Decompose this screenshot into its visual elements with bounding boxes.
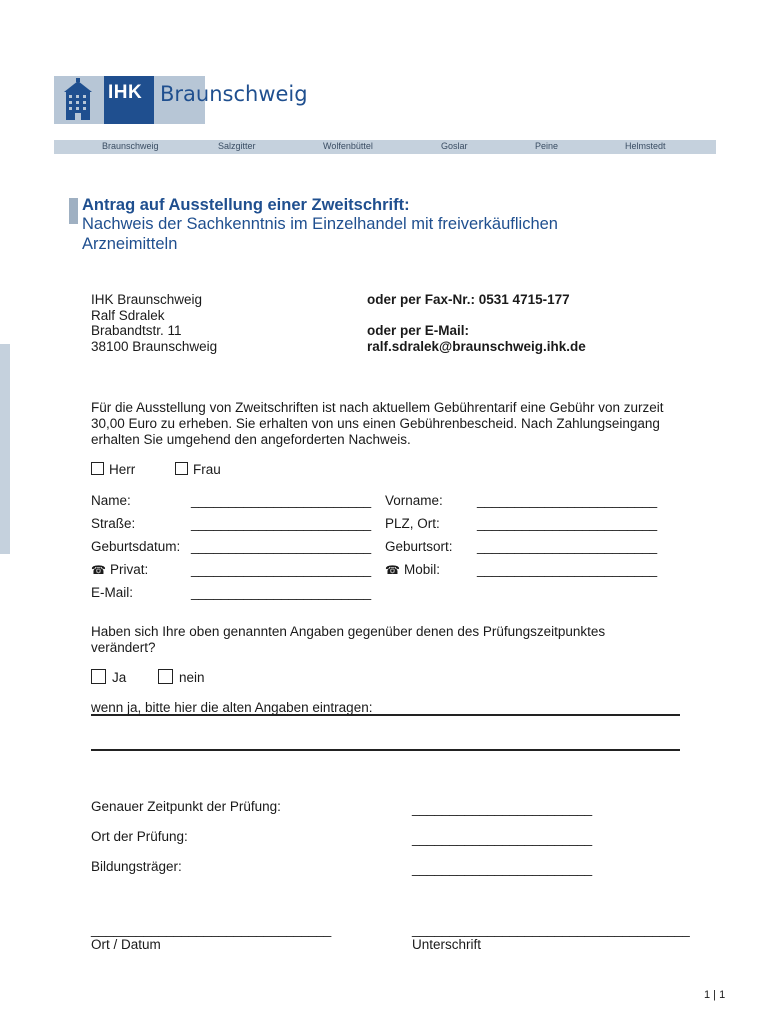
frau-label: Frau xyxy=(193,462,221,477)
salutation-frau[interactable] xyxy=(175,462,221,478)
plz-label: PLZ, Ort: xyxy=(385,516,440,531)
nein-label: nein xyxy=(179,670,205,685)
email-contact[interactable]: ralf.sdralek@braunschweig.ihk.de xyxy=(367,339,586,354)
ja-label: Ja xyxy=(112,670,127,685)
building-icon xyxy=(58,78,98,122)
herr-label: Herr xyxy=(109,462,136,477)
email-contact-label: oder per E-Mail: xyxy=(367,323,470,338)
old-data-line-2[interactable] xyxy=(91,749,680,751)
geburtsort-field[interactable]: ________________________ xyxy=(477,539,658,554)
address-line: Brabandtstr. 11 xyxy=(91,323,182,338)
ort-datum-label: Ort / Datum xyxy=(91,937,161,952)
checkbox-ja[interactable] xyxy=(91,669,106,684)
mobil-field[interactable]: ________________________ xyxy=(477,562,658,577)
phone-icon: ☎ xyxy=(91,563,106,577)
privat-field[interactable]: ________________________ xyxy=(191,562,372,577)
strasse-field[interactable]: ________________________ xyxy=(191,516,372,531)
title-marker xyxy=(69,198,78,224)
logo-abbr: IHK xyxy=(108,82,143,103)
zeitpunkt-field[interactable]: ________________________ xyxy=(412,801,593,816)
name-field[interactable]: ________________________ xyxy=(191,493,372,508)
page-number: 1 | 1 xyxy=(704,989,726,1001)
checkbox-frau[interactable] xyxy=(175,462,188,475)
fax-contact: oder per Fax-Nr.: 0531 4715-177 xyxy=(367,292,570,307)
checkbox-nein[interactable] xyxy=(158,669,173,684)
nav-item-goslar[interactable]: Goslar xyxy=(441,141,468,151)
geburtsdatum-field[interactable]: ________________________ xyxy=(191,539,372,554)
ort-pruefung-label: Ort der Prüfung: xyxy=(91,829,188,844)
zeitpunkt-label: Genauer Zeitpunkt der Prüfung: xyxy=(91,799,281,814)
email-label: E-Mail: xyxy=(91,585,134,600)
nav-item-wolfenbuettel[interactable]: Wolfenbüttel xyxy=(323,141,373,151)
page-subtitle: Nachweis der Sachkenntnis im Einzelhandel mit freiverkäuflichen Arzneimitteln xyxy=(82,215,558,253)
nav-item-salzgitter[interactable]: Salzgitter xyxy=(218,141,256,151)
email-field[interactable]: ________________________ xyxy=(191,585,372,600)
side-decoration-bar xyxy=(0,344,10,554)
old-data-label: wenn ja, bitte hier die alten Angaben eintragen: xyxy=(91,700,373,715)
address-line: Ralf Sdralek xyxy=(91,308,165,323)
mobil-label: Mobil: xyxy=(403,562,440,577)
ihk-logo xyxy=(54,76,308,124)
location-nav xyxy=(54,140,716,154)
answer-ja[interactable] xyxy=(91,669,126,686)
mobil-phone xyxy=(385,562,440,578)
salutation-herr[interactable] xyxy=(91,462,135,478)
unterschrift-label: Unterschrift xyxy=(412,937,482,952)
vorname-label: Vorname: xyxy=(385,493,443,508)
page-title: Antrag auf Ausstellung einer Zweitschrift: xyxy=(82,196,410,214)
bildungstraeger-label: Bildungsträger: xyxy=(91,859,182,874)
address-line: IHK Braunschweig xyxy=(91,292,203,307)
name-label: Name: xyxy=(91,493,131,508)
nav-item-helmstedt[interactable]: Helmstedt xyxy=(625,141,666,151)
strasse-label: Straße: xyxy=(91,516,136,531)
address-line: 38100 Braunschweig xyxy=(91,339,218,354)
answer-nein[interactable] xyxy=(158,669,205,686)
intro-paragraph: Für die Ausstellung von Zweitschriften ist nach aktuellem Gebührentarif eine Gebühr von zurzeit 30,00 Euro zu erheben. Sie erhalten von uns einen Gebührenbescheid. Nach Zahlungseingang erhalten Sie umgehend den angeforderten Nachweis. xyxy=(91,400,664,447)
geburtsdatum-label: Geburtsdatum: xyxy=(91,539,181,554)
nav-item-peine[interactable]: Peine xyxy=(535,141,559,151)
nav-item-braunschweig[interactable]: Braunschweig xyxy=(102,141,159,151)
bildungstraeger-field[interactable]: ________________________ xyxy=(412,861,593,876)
ort-datum-field[interactable]: ________________________________ xyxy=(91,922,332,937)
privat-label: Privat: xyxy=(109,562,149,577)
privat-phone xyxy=(91,562,148,578)
ort-pruefung-field[interactable]: ________________________ xyxy=(412,831,593,846)
geburtsort-label: Geburtsort: xyxy=(385,539,453,554)
vorname-field[interactable]: ________________________ xyxy=(477,493,658,508)
old-data-line-1[interactable] xyxy=(91,714,680,716)
unterschrift-field[interactable]: _____________________________________ xyxy=(412,922,690,937)
change-question: Haben sich Ihre oben genannten Angaben gegenüber denen des Prüfungszeitpunktes verändert? xyxy=(91,624,606,655)
plz-field[interactable]: ________________________ xyxy=(477,516,658,531)
checkbox-herr[interactable] xyxy=(91,462,104,475)
logo-name: Braunschweig xyxy=(160,82,308,106)
phone-icon: ☎ xyxy=(385,563,400,577)
